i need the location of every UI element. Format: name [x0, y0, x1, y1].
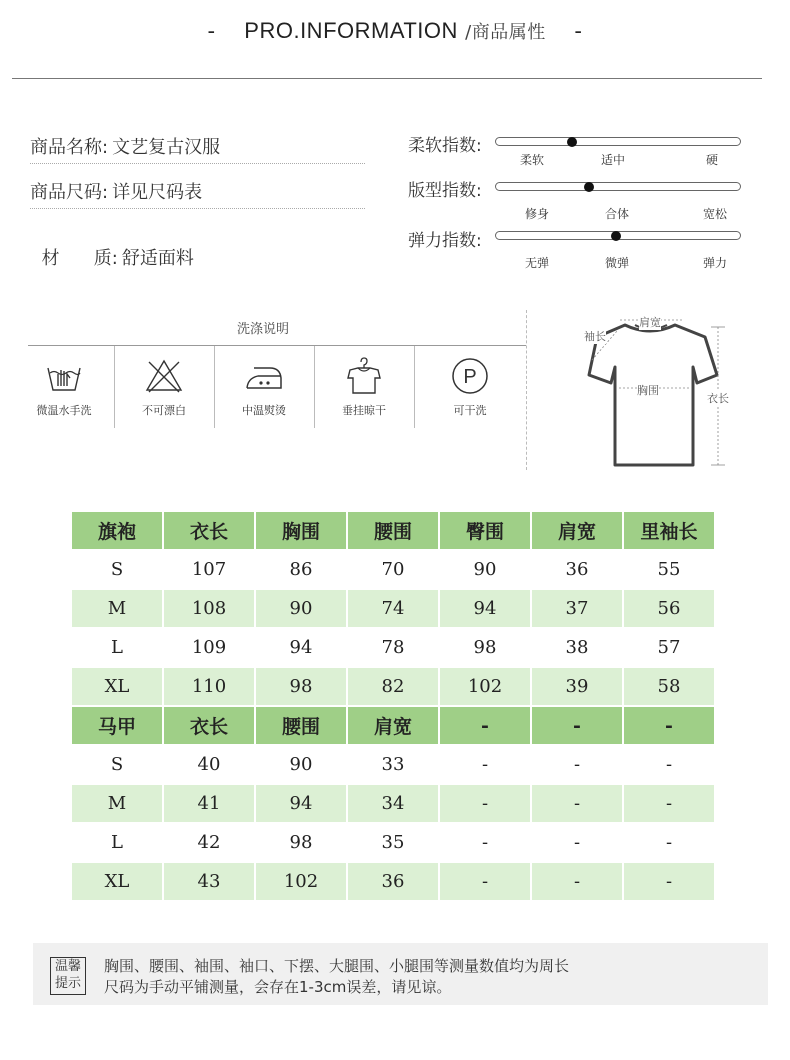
wash-item-label: 不可漂白: [142, 404, 186, 417]
table-cell: 40: [164, 746, 254, 783]
table-cell: S: [72, 746, 162, 783]
table-cell: 94: [440, 590, 530, 627]
dry-clean-icon: [450, 356, 490, 396]
table-cell: 98: [256, 668, 346, 705]
table-cell: -: [532, 746, 622, 783]
table-cell: 38: [532, 629, 622, 666]
diagram-chest-label: 胸围: [637, 384, 659, 397]
wash-title: 洗涤说明: [236, 322, 289, 337]
table-cell: 39: [532, 668, 622, 705]
hand-wash-icon: [44, 356, 84, 396]
size-table: [70, 510, 716, 902]
table-row: [72, 629, 714, 666]
table-cell: -: [440, 824, 530, 861]
table-header-cell: 旗袍: [72, 512, 162, 549]
table-cell: 78: [348, 629, 438, 666]
table-row: [72, 785, 714, 822]
elasticity-knob: [611, 231, 621, 241]
info-value: 详见尺码表: [112, 182, 203, 203]
table-header-cell: 臀围: [440, 512, 530, 549]
wash-item-label: 中温熨烫: [242, 404, 286, 417]
table-cell: -: [440, 863, 530, 900]
softness-track: [495, 137, 741, 146]
softness-tick-mid: 适中: [600, 153, 625, 167]
softness-knob: [567, 137, 577, 147]
table-cell: 55: [624, 551, 714, 588]
table-cell: 90: [256, 590, 346, 627]
diagram-shoulder-label: 肩宽: [639, 316, 661, 329]
table-cell: 108: [164, 590, 254, 627]
table-cell: 109: [164, 629, 254, 666]
notice-line-2: 尺码为手动平铺测量，会存在1-3cm误差，请见谅。: [104, 978, 452, 996]
table-cell: 37: [532, 590, 622, 627]
table-header-cell: 马甲: [72, 707, 162, 744]
wash-item-label: 微温水手洗: [36, 404, 92, 417]
info-row-material: [30, 223, 365, 269]
table-header-cell: 衣长: [164, 512, 254, 549]
elasticity-track: [495, 231, 741, 240]
table-row: [72, 590, 714, 627]
section-divider: [526, 310, 528, 470]
table-header-cell: -: [440, 707, 530, 744]
table-cell: -: [624, 785, 714, 822]
table-cell: 36: [532, 551, 622, 588]
table-cell: 102: [256, 863, 346, 900]
notice-text: [104, 956, 569, 998]
table-header-row: [72, 707, 714, 744]
info-value: 文艺复古汉服: [112, 137, 221, 158]
table-cell: 107: [164, 551, 254, 588]
wash-item-label: 可干洗: [453, 404, 487, 417]
diagram-sleeve-label: 袖长: [584, 330, 606, 343]
table-cell: -: [624, 746, 714, 783]
table-row: [72, 746, 714, 783]
fit-tick-low: 修身: [524, 207, 549, 221]
elasticity-tick-low: 无弹: [524, 256, 549, 270]
fit-track: [495, 182, 741, 191]
wash-item-hang-dry: [314, 346, 414, 428]
info-label: 材 质:: [41, 248, 118, 269]
table-header-cell: 肩宽: [348, 707, 438, 744]
table-cell: M: [72, 785, 162, 822]
softness-tick-high: 硬: [705, 153, 718, 167]
table-cell: 110: [164, 668, 254, 705]
header-dash-left: -: [207, 19, 216, 43]
table-row: [72, 551, 714, 588]
table-header-cell: 里袖长: [624, 512, 714, 549]
table-cell: 34: [348, 785, 438, 822]
table-header-row: [72, 512, 714, 549]
elasticity-label: 弹力指数:: [408, 231, 482, 251]
table-header-cell: 腰围: [348, 512, 438, 549]
fit-tick-high: 宽松: [702, 207, 727, 221]
softness-label: 柔软指数:: [408, 136, 482, 156]
table-row: [72, 668, 714, 705]
header-title-cn: 商品属性: [471, 22, 546, 43]
notice-line-1: 胸围、腰围、袖围、袖口、下摆、大腿围、小腿围等测量数值均为周长: [104, 957, 570, 975]
table-cell: L: [72, 824, 162, 861]
no-bleach-icon: [144, 356, 184, 396]
wash-cell-divider: [414, 346, 415, 428]
table-cell: -: [532, 785, 622, 822]
table-cell: 57: [624, 629, 714, 666]
hang-dry-icon: [344, 356, 384, 396]
table-cell: 90: [440, 551, 530, 588]
table-cell: -: [624, 824, 714, 861]
elasticity-tick-high: 弹力: [702, 256, 727, 270]
table-cell: L: [72, 629, 162, 666]
header-dash-right: -: [574, 19, 583, 43]
fit-tick-mid: 合体: [604, 207, 629, 221]
iron-medium-icon: [244, 356, 284, 396]
page-header: [0, 18, 790, 44]
header-slash: /: [465, 22, 472, 43]
table-cell: 94: [256, 785, 346, 822]
table-cell: -: [532, 824, 622, 861]
table-cell: -: [532, 863, 622, 900]
header-title-en: PRO.INFORMATION: [244, 18, 458, 43]
table-cell: 43: [164, 863, 254, 900]
wash-item-no-bleach: [114, 346, 214, 428]
table-row: [72, 863, 714, 900]
table-cell: 86: [256, 551, 346, 588]
header-divider: [12, 78, 762, 79]
svg-text:P: P: [463, 366, 477, 388]
diagram-length-label: 衣长: [707, 392, 729, 405]
table-cell: XL: [72, 668, 162, 705]
table-cell: 70: [348, 551, 438, 588]
notice-badge-line1: 温馨: [54, 959, 81, 974]
table-cell: -: [440, 785, 530, 822]
info-value: 舒适面料: [121, 248, 194, 269]
wash-item-iron: [214, 346, 314, 428]
wash-item-dry-clean: [420, 346, 520, 428]
table-cell: 98: [440, 629, 530, 666]
table-cell: 74: [348, 590, 438, 627]
table-header-cell: 肩宽: [532, 512, 622, 549]
fit-label: 版型指数:: [408, 181, 482, 201]
table-cell: 82: [348, 668, 438, 705]
table-cell: M: [72, 590, 162, 627]
elasticity-tick-mid: 微弹: [604, 256, 629, 270]
softness-tick-low: 柔软: [519, 153, 544, 167]
info-row-name: [30, 133, 365, 164]
table-cell: 33: [348, 746, 438, 783]
table-cell: 58: [624, 668, 714, 705]
info-label: 商品名称:: [30, 137, 109, 158]
table-cell: 35: [348, 824, 438, 861]
table-cell: 90: [256, 746, 346, 783]
table-cell: 98: [256, 824, 346, 861]
notice-badge-line2: 提示: [54, 976, 81, 991]
table-header-cell: 衣长: [164, 707, 254, 744]
table-header-cell: 腰围: [256, 707, 346, 744]
table-cell: 36: [348, 863, 438, 900]
table-cell: 41: [164, 785, 254, 822]
table-cell: -: [440, 746, 530, 783]
table-header-cell: 胸围: [256, 512, 346, 549]
table-header-cell: -: [532, 707, 622, 744]
fit-knob: [584, 182, 594, 192]
table-row: [72, 824, 714, 861]
wash-item-label: 垂挂晾干: [342, 404, 386, 417]
info-row-size: [30, 178, 365, 209]
wash-item-hand-wash: [14, 346, 114, 428]
table-cell: XL: [72, 863, 162, 900]
notice-badge: [50, 957, 86, 995]
table-cell: 42: [164, 824, 254, 861]
table-cell: 56: [624, 590, 714, 627]
table-cell: -: [624, 863, 714, 900]
table-cell: 94: [256, 629, 346, 666]
table-cell: 102: [440, 668, 530, 705]
info-label: 商品尺码:: [30, 182, 109, 203]
table-cell: S: [72, 551, 162, 588]
table-header-cell: -: [624, 707, 714, 744]
